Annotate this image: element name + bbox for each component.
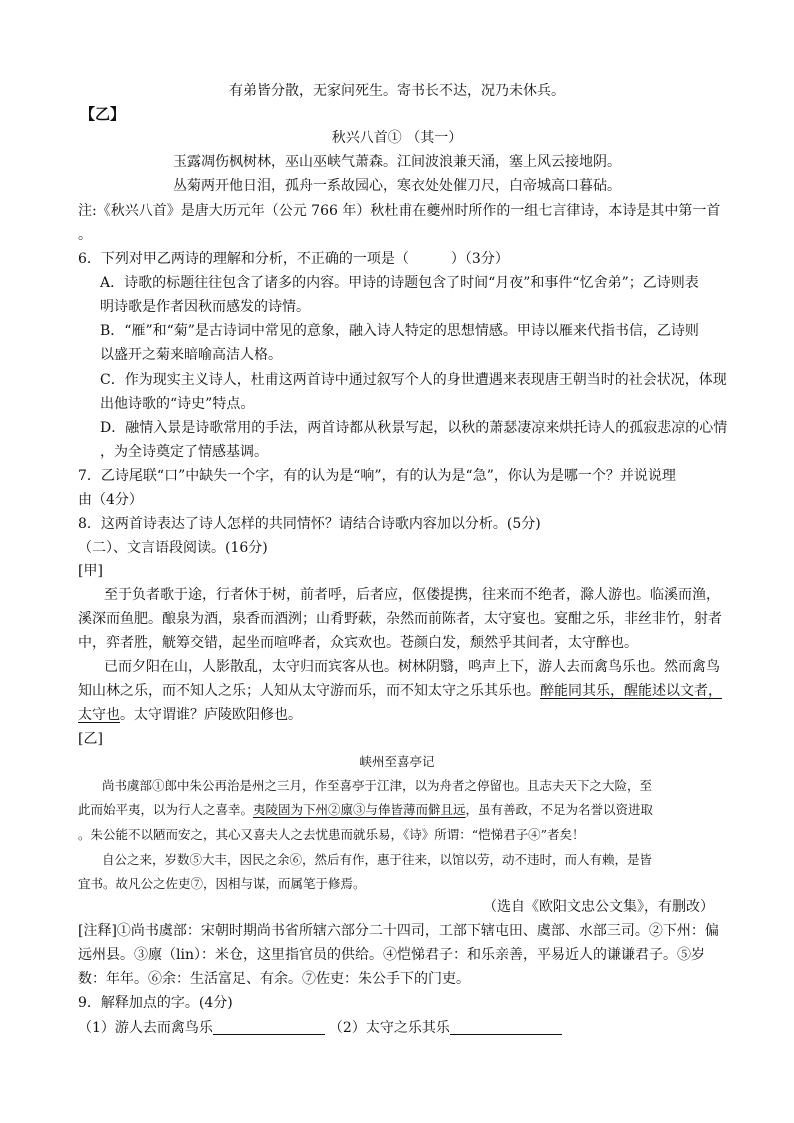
jia-paragraph-2: 已而夕阳在山，人影散乱，太守归而宾客从也。树林阴翳，鸣声上下，游人去而禽鸟乐也。然而禽鸟 xyxy=(104,659,720,675)
passage-yi-title: 峡州至喜亭记 xyxy=(359,754,435,769)
question-9: 9．解释加点的字。(4分) xyxy=(78,995,233,1011)
poem2-title: 秋兴八首① （其一） xyxy=(331,130,463,146)
underlined-sentence: 醉能同其乐，醒能述以文者， xyxy=(540,683,722,699)
jia-paragraph-1-line-3: 中，弈者胜，觥筹交错，起坐而喧哗者，众宾欢也。苍颜白发，颓然乎其间者，太守醉也。 xyxy=(78,635,638,651)
yi-line-4: 自公之来，岁数⑤大丰，因民之余⑥，然后有作，惠于往来，以馆以劳，动不违时，而人有赖，是皆 xyxy=(102,852,653,867)
q6-option-a-cont: 明诗歌是作者因秋而感发的诗情。 xyxy=(100,299,310,315)
question-6: 6．下列对甲乙两诗的理解和分析，不正确的一项是（ ）（3分） xyxy=(78,251,509,267)
underlined-sentence-end: 太守也 xyxy=(78,707,120,723)
question-9-items xyxy=(78,1021,566,1035)
poem1-last-line: 有弟皆分散，无家问死生。寄书长不达，况乃未休兵。 xyxy=(229,83,565,99)
q6-option-c-cont: 出他诗歌的“诗史”特点。 xyxy=(100,396,255,412)
annotation-line-3: 数：年年。⑥余：生活富足、有余。⑦佐吏：朱公手下的门吏。 xyxy=(78,971,470,987)
poem2-line-2: 丛菊两开他日泪，孤舟一系故园心，寒衣处处催刀尺，白帝城高口暮砧。 xyxy=(173,178,621,194)
answer-blank-2[interactable] xyxy=(450,1021,562,1035)
q6-option-a: A．诗歌的标题往往包含了诸多的内容。甲诗的诗题包含了时间“月夜”和事件“忆舍弟”；乙诗则表 xyxy=(100,275,699,291)
passage-yi-label: [乙] xyxy=(78,731,103,747)
yi-line-2: 此而始平夷，以为行人之喜幸。夷陵固为下州②廪③与俸皆薄而僻且远，虽有善政，不足为名誉以资进取 xyxy=(78,802,654,817)
q6-option-d-cont: ，为全诗奠定了情感基调。 xyxy=(100,444,268,460)
poem2-line-1: 玉露凋伤枫树林，巫山巫峡气萧森。江间波浪兼天涌，塞上风云接地阴。 xyxy=(173,154,621,170)
annotation-line-2: 远州县。③廪（lin）：米仓，这里指官员的供给。④恺悌君子：和乐亲善，平易近人的谦谦君子。⑤岁 xyxy=(78,947,705,963)
poem2-label: 【乙】 xyxy=(80,105,126,123)
q9-item-2: （2）太守之乐其乐 xyxy=(328,1020,450,1036)
q6-option-c: C．作为现实主义诗人，杜甫这两首诗中通过叙写个人的身世遭遇来表现唐王朝当时的社会状况，体现 xyxy=(100,372,727,388)
poem2-note-cont: 。 xyxy=(78,227,92,243)
annotation-line-1: [注释]①尚书虞部：宋朝时期尚书省所辖六部分二十四司，工部下辖屯田、虞部、水部三司。②下州：偏 xyxy=(78,923,719,939)
jia-paragraph-2-line-3: 太守也。太守谓谁？庐陵欧阳修也。 xyxy=(78,707,302,723)
q6-option-b-cont: 以盛开之菊来暗喻高洁人格。 xyxy=(100,347,282,363)
section-2-heading: （二）、文言语段阅读。(16分) xyxy=(78,540,268,556)
yi-line-5: 宜书。故凡公之佐吏⑦，因相与谋，而属笔于修焉。 xyxy=(78,876,366,891)
yi-line-1: 尚书虞部①郎中朱公再治是州之三月，作至喜亭于江津，以为舟者之停留也。且志夫天下之大险，至 xyxy=(102,778,653,793)
underlined-phrase: 夷陵固为下州②廪③与俸皆薄而僻且远 xyxy=(253,802,466,817)
poem2-note: 注:《秋兴八首》是唐大历元年（公元 766 年）秋杜甫在夔州时所作的一组七言律诗，本诗是其中第一首 xyxy=(78,203,721,219)
jia-paragraph-1: 至于负者歌于途，行者休于树，前者呼，后者应，伛偻提携，往来而不绝者，滁人游也。临溪而渔， xyxy=(104,587,720,603)
question-7: 7．乙诗尾联“口”中缺失一个字，有的认为是“响”，有的认为是“急”，你认为是哪一个？并说说理 xyxy=(78,468,676,484)
question-8: 8．这两首诗表达了诗人怎样的共同情怀？请结合诗歌内容加以分析。(5分) xyxy=(78,516,541,532)
jia-paragraph-1-line-2: 溪深而鱼肥。酿泉为酒，泉香而酒洌；山肴野蔌，杂然而前陈者，太守宴也。宴酣之乐，非丝非竹，射者 xyxy=(78,611,722,627)
jia-paragraph-2-line-2: 知山林之乐，而不知人之乐；人知从太守游而乐，而不知太守之乐其乐也。醉能同其乐，醒能述以文者， xyxy=(78,683,722,699)
q6-option-d: D．融情入景是诗歌常用的手法，两首诗都从秋景写起，以秋的萧瑟凄凉来烘托诗人的孤寂悲凉的心情 xyxy=(100,420,728,436)
yi-line-3: 。朱公能不以陋而安之，其心又喜夫人之去忧患而就乐易，《诗》所谓：“恺悌君子④”者矣！ xyxy=(78,827,585,842)
answer-blank-1[interactable] xyxy=(213,1021,325,1035)
q6-option-b: B．“雁”和“菊”是古诗词中常见的意象，融入诗人特定的思想情感。甲诗以雁来代指书信，乙诗则 xyxy=(100,323,699,339)
passage-source: （选自《欧阳文忠公文集》，有删改） xyxy=(483,899,714,915)
question-7-cont: 由（4分） xyxy=(78,492,143,508)
passage-jia-label: [甲] xyxy=(78,563,103,579)
q9-item-1: （1）游人去而禽鸟乐 xyxy=(78,1020,213,1036)
